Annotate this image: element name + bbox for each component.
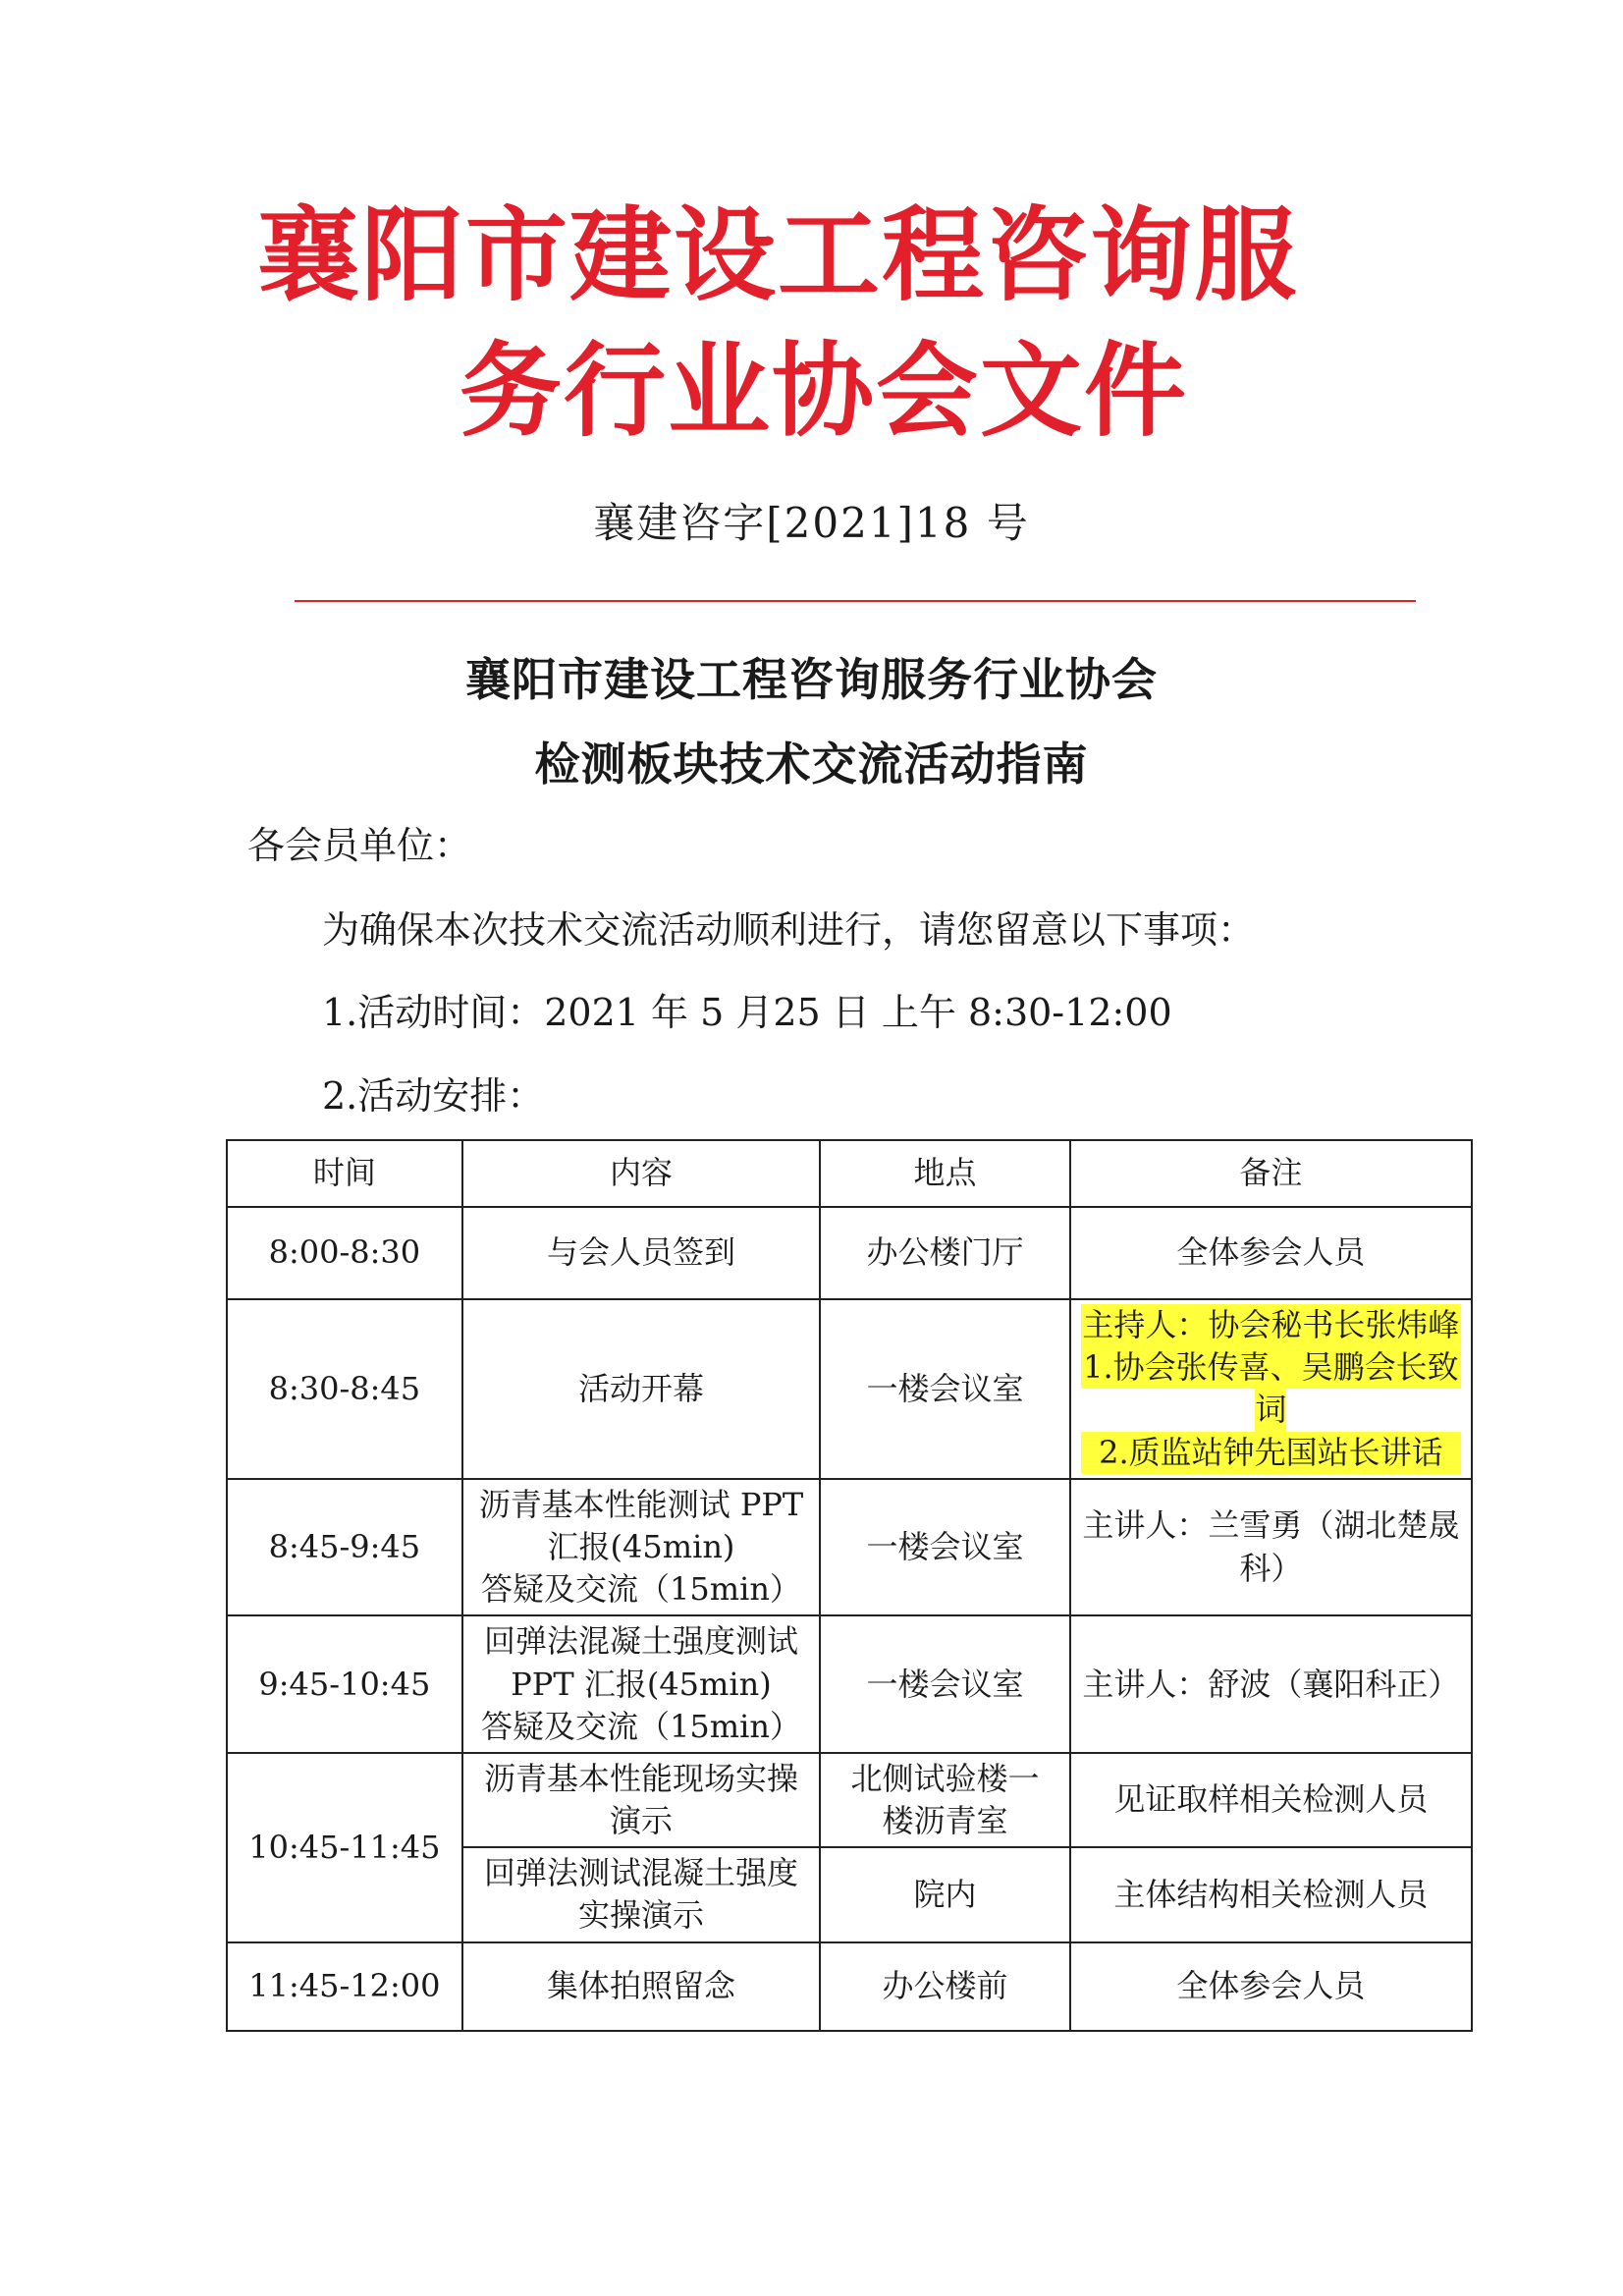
location-cell <box>820 1479 1070 1616</box>
content-line: 沥青基本性能现场实操 <box>483 1759 798 1797</box>
document-title-line-2: 检测板块技术交流活动指南 <box>534 738 1089 791</box>
remarks-line: 见证取样相关检测人员 <box>1113 1780 1429 1819</box>
content-line: PPT 汇报(45min) <box>511 1665 772 1703</box>
table-row <box>227 1207 1472 1299</box>
red-divider-line <box>295 600 1416 602</box>
header-time: 时间 <box>227 1140 462 1207</box>
location-line: 一楼会议室 <box>866 1369 1024 1407</box>
masthead-line-2: 务行业协会文件 <box>460 331 1189 451</box>
content-cell <box>462 1942 821 2031</box>
table-row <box>227 1479 1472 1616</box>
highlighted-remarks-line: 2.质监站钟先国站长讲话 <box>1081 1432 1461 1474</box>
highlighted-remarks-line: 1.协会张传喜、吴鹏会长致 <box>1081 1346 1461 1389</box>
content-line: 回弹法混凝土强度测试 <box>483 1622 798 1661</box>
remarks-cell <box>1070 1847 1472 1941</box>
content-line: 实操演示 <box>577 1896 704 1935</box>
header-remarks: 备注 <box>1070 1140 1472 1207</box>
remarks-cell <box>1070 1753 1472 1847</box>
location-cell <box>820 1753 1070 1847</box>
content-line: 回弹法测试混凝土强度 <box>483 1854 798 1892</box>
content-line: 演示 <box>609 1802 673 1840</box>
header-location: 地点 <box>820 1140 1070 1207</box>
table-row <box>227 1615 1472 1753</box>
activity-time: 1.活动时间：2021 年 5 月25 日 上午 8:30-12:00 <box>322 991 1172 1034</box>
content-line: 答疑及交流（15min） <box>481 1570 801 1609</box>
content-line: 答疑及交流（15min） <box>481 1707 801 1745</box>
location-cell <box>820 1207 1070 1299</box>
content-line: 集体拍照留念 <box>546 1967 735 2005</box>
time-cell: 9:45-10:45 <box>227 1615 462 1753</box>
table-row <box>227 1753 1472 1847</box>
location-cell <box>820 1942 1070 2031</box>
remarks-line: 科） <box>1239 1549 1303 1587</box>
remarks-cell <box>1070 1207 1472 1299</box>
content-line: 活动开幕 <box>577 1369 704 1407</box>
remarks-line: 主讲人：兰雪勇（湖北楚晟 <box>1082 1506 1460 1545</box>
location-cell <box>820 1847 1070 1941</box>
remarks-line: 全体参会人员 <box>1176 1233 1366 1272</box>
highlighted-remarks-line: 词 <box>1255 1389 1286 1431</box>
location-cell <box>820 1299 1070 1479</box>
location-line: 一楼会议室 <box>866 1527 1024 1565</box>
content-cell <box>462 1847 821 1941</box>
arrangement-heading: 2.活动安排： <box>322 1074 545 1118</box>
location-line: 院内 <box>913 1875 977 1913</box>
remarks-cell <box>1070 1942 1472 2031</box>
remarks-cell <box>1070 1299 1472 1479</box>
highlighted-remarks-line: 主持人：协会秘书长张炜峰 <box>1081 1304 1461 1346</box>
content-cell <box>462 1753 821 1847</box>
time-cell: 8:00-8:30 <box>227 1207 462 1299</box>
content-cell <box>462 1615 821 1753</box>
remarks-cell <box>1070 1615 1472 1753</box>
location-line: 办公楼门厅 <box>866 1233 1024 1272</box>
intro-paragraph: 为确保本次技术交流活动顺利进行，请您留意以下事项： <box>322 908 1256 952</box>
table-header-row <box>227 1140 1472 1207</box>
content-line: 与会人员签到 <box>546 1233 735 1272</box>
document-number: 襄建咨字[2021]18 号 <box>593 499 1030 547</box>
table-row <box>227 1942 1472 2031</box>
masthead-line-1: 襄阳市建设工程咨询服 <box>257 195 1299 315</box>
salutation: 各会员单位： <box>247 824 472 867</box>
content-line: 沥青基本性能测试 PPT <box>478 1485 804 1523</box>
time-cell: 8:30-8:45 <box>227 1299 462 1479</box>
time-cell: 8:45-9:45 <box>227 1479 462 1616</box>
remarks-line: 全体参会人员 <box>1176 1967 1366 2005</box>
header-content: 内容 <box>462 1140 821 1207</box>
content-cell <box>462 1479 821 1616</box>
remarks-line: 主体结构相关检测人员 <box>1113 1875 1429 1913</box>
location-line: 办公楼前 <box>882 1967 1008 2005</box>
time-cell: 10:45-11:45 <box>227 1753 462 1942</box>
content-cell <box>462 1299 821 1479</box>
content-cell <box>462 1207 821 1299</box>
document-title-line-1: 襄阳市建设工程咨询服务行业协会 <box>465 653 1158 706</box>
content-line: 汇报(45min) <box>547 1527 735 1565</box>
remarks-line: 主讲人：舒波（襄阳科正） <box>1082 1665 1460 1703</box>
time-cell: 11:45-12:00 <box>227 1942 462 2031</box>
location-line: 一楼会议室 <box>866 1665 1024 1703</box>
table-row <box>227 1299 1472 1479</box>
location-line: 楼沥青室 <box>882 1802 1008 1840</box>
location-line: 北侧试验楼一 <box>850 1759 1040 1797</box>
remarks-cell <box>1070 1479 1472 1616</box>
schedule-table <box>226 1139 1473 2032</box>
location-cell <box>820 1615 1070 1753</box>
